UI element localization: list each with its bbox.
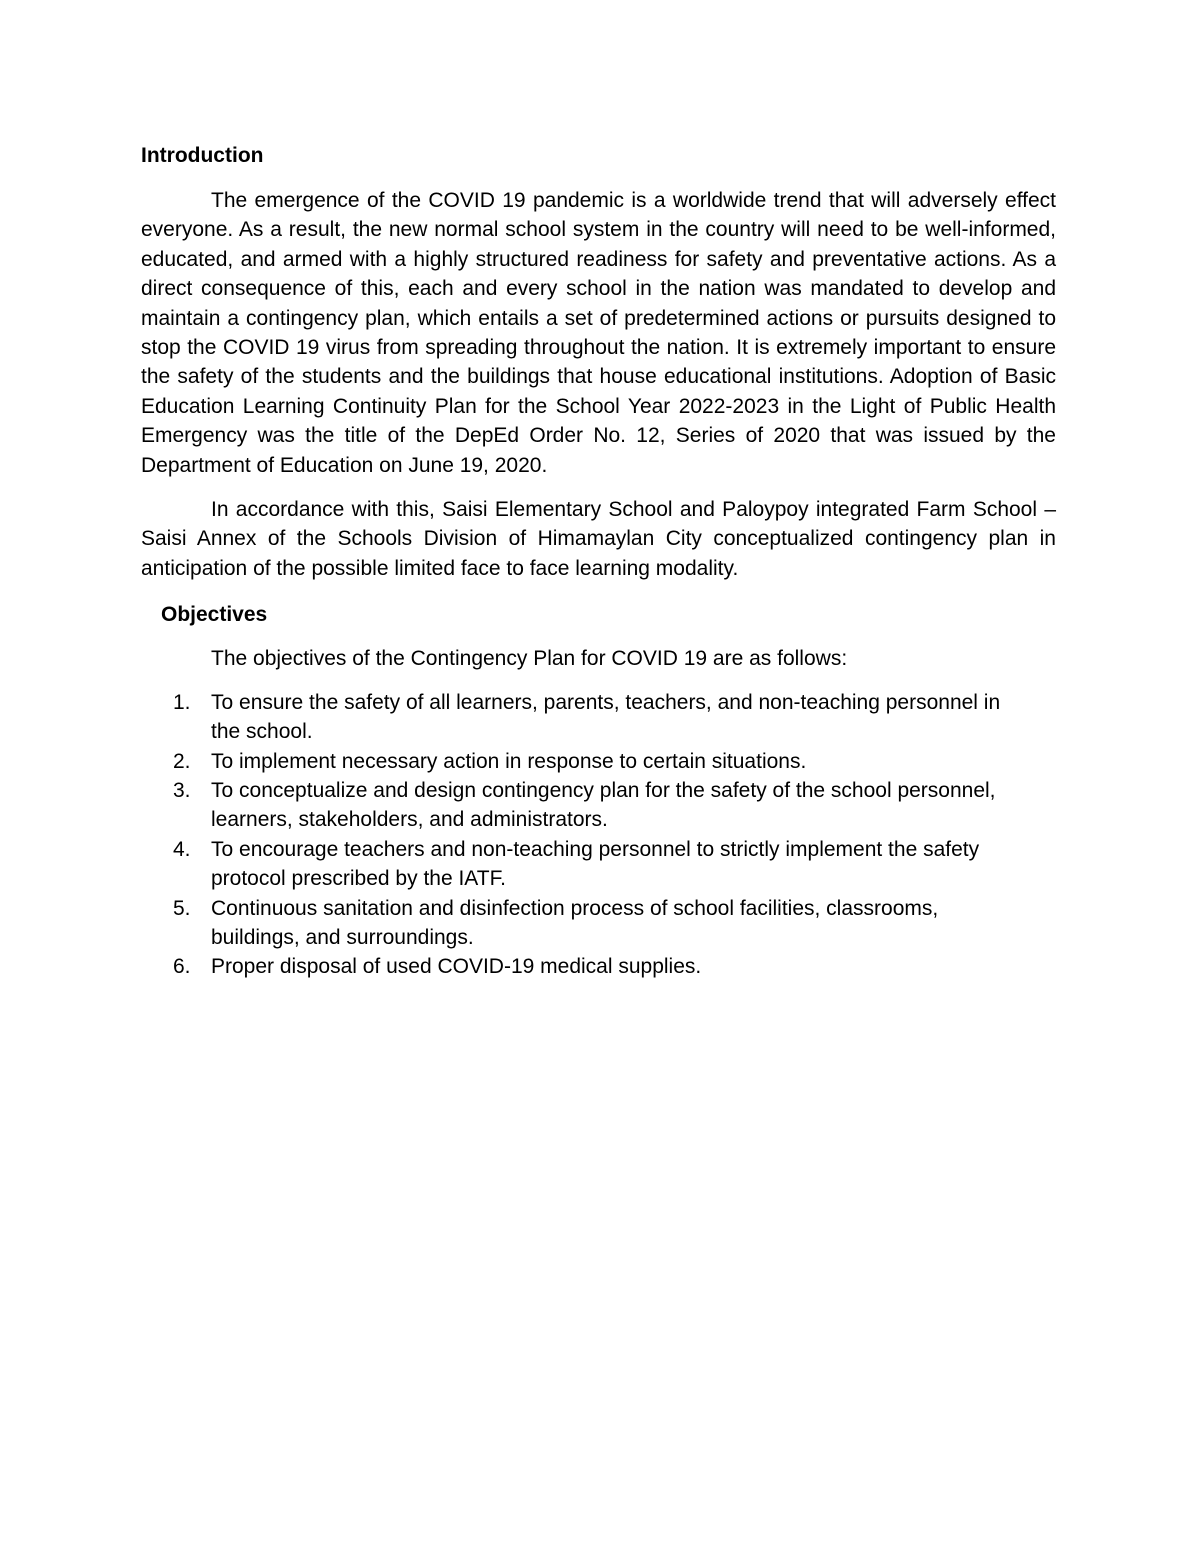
objective-text: To ensure the safety of all learners, parents, teachers, and non-teaching personnel in the school. <box>211 690 1001 744</box>
objectives-heading: Objectives <box>161 603 268 627</box>
objectives-list <box>141 688 1031 982</box>
objective-text: To encourage teachers and non-teaching personnel to strictly implement the safety protocol prescribed by the IATF. <box>211 837 980 891</box>
objective-number: 6. <box>173 955 191 979</box>
objective-item <box>173 688 1031 747</box>
objective-item <box>173 894 1031 953</box>
objective-number: 1. <box>173 690 191 714</box>
objective-number: 5. <box>173 896 191 920</box>
objective-number: 3. <box>173 778 191 802</box>
introduction-paragraph: The emergence of the COVID 19 pandemic is a worldwide trend that will adversely effect everyone. As a result, the new normal school system in the country will need to be well-informed, educated, and armed with a highly structured readiness for safety and preventative actions. As a direct consequence of this, each and every school in the nation was mandated to develop and maintain a contingency plan, which entails a set of predetermined actions or pursuits designed to stop the COVID 19 virus from spreading throughout the nation. It is extremely important to ensure the safety of the students and the buildings that house educational institutions. Adoption of Basic Education Learning Continuity Plan for the School Year 2022-2023 in the Light of Public Health Emergency was the title of the DepEd Order No. 12, Series of 2020 that was issued by the Department of Education on June 19, 2020. <box>141 189 1056 477</box>
objective-item <box>173 835 1031 894</box>
objective-item <box>173 747 1031 776</box>
objective-text: Continuous sanitation and disinfection process of school facilities, classrooms, buildings, and surroundings. <box>211 896 939 949</box>
objectives-intro: The objectives of the Contingency Plan for COVID 19 are as follows: <box>211 647 848 671</box>
objective-number: 2. <box>173 749 191 773</box>
objective-item <box>173 776 1031 835</box>
objective-text: Proper disposal of used COVID-19 medical supplies. <box>211 955 702 979</box>
objective-text: To conceptualize and design contingency plan for the safety of the school personnel, learners, stakeholders, and administrators. <box>211 778 996 832</box>
introduction-heading: Introduction <box>141 144 264 167</box>
objective-item <box>173 952 1031 981</box>
objective-number: 4. <box>173 837 191 861</box>
introduction-paragraph: In accordance with this, Saisi Elementary School and Paloypoy integrated Farm School – Saisi Annex of the Schools Division of Himamaylan City conceptualized contingency plan in anticipation of the possible limited face to face learning modality. <box>141 498 1056 580</box>
objective-text: To implement necessary action in response to certain situations. <box>211 749 807 773</box>
document-body <box>141 141 1056 982</box>
